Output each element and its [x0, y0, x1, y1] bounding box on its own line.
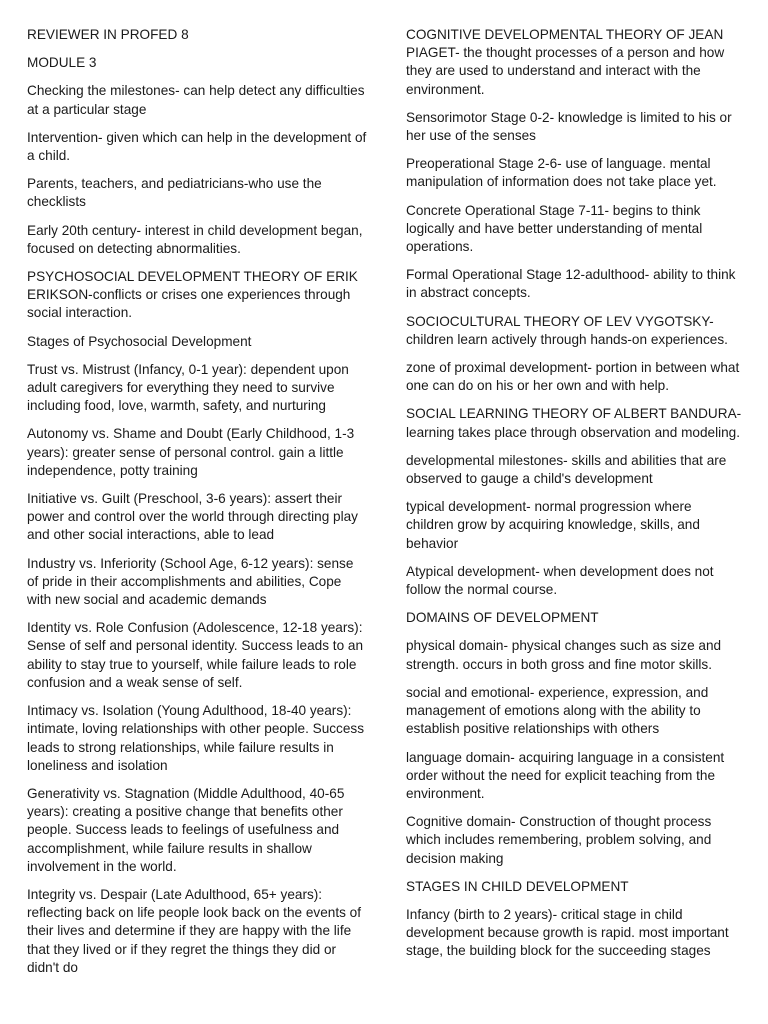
paragraph: typical development- normal progression where children grow by acquiring knowledge, skills, and behavior: [406, 499, 700, 551]
left-column: [27, 26, 367, 987]
section-heading-stages: STAGES IN CHILD DEVELOPMENT: [406, 878, 629, 894]
paragraph: Stages of Psychosocial Development: [27, 333, 252, 349]
domain-social-emotional: social and emotional- experience, expression, and management of emotions along with the ability to establish positive relationships with others: [406, 684, 709, 737]
paragraph: Intervention- given which can help in the development of a child.: [27, 129, 367, 164]
stage-trust: Trust vs. Mistrust (Infancy, 0-1 year): dependent upon adult caregivers for everything they need to survive including food, love, warmth, safety, and nurturing: [27, 361, 349, 414]
domain-cognitive: Cognitive domain- Construction of thought process which includes remembering, problem solving, and decision making: [406, 814, 712, 866]
section-heading-domains: DOMAINS OF DEVELOPMENT: [406, 610, 599, 626]
stage-concrete-operational: Concrete Operational Stage 7-11- begins to think logically and have better understanding of mental operations.: [406, 202, 703, 255]
domain-language: language domain- acquiring language in a consistent order without the need for explicit teaching from the environment.: [406, 749, 725, 801]
domain-physical: physical domain- physical changes such as size and strength. occurs in both gross and fine motor skills.: [406, 638, 722, 672]
paragraph: Atypical development- when development does not follow the normal course.: [406, 563, 714, 598]
section-heading-piaget: COGNITIVE DEVELOPMENTAL THEORY OF JEAN PIAGET- the thought processes of a person and how they are used to understand and interact with the environment.: [406, 27, 725, 97]
stage-preoperational: Preoperational Stage 2-6- use of language. mental manipulation of information does not take place yet.: [406, 156, 717, 190]
stage-autonomy: Autonomy vs. Shame and Doubt (Early Childhood, 1-3 years): greater sense of personal control. gain a little independence, potty training: [27, 426, 355, 478]
stage-generativity: Generativity vs. Stagnation (Middle Adulthood, 40-65 years): creating a positive change that benefits other people. Success leads to feelings of usefulness and accomplishment, while failure results in shallow involvement in the world.: [27, 785, 345, 874]
right-column: [406, 26, 742, 971]
paragraph: Checking the milestones- can help detect any difficulties at a particular stage: [27, 83, 365, 117]
section-heading-erikson: PSYCHOSOCIAL DEVELOPMENT THEORY OF ERIK ERIKSON-conflicts or crises one experiences through social interaction.: [27, 269, 358, 321]
module-heading: MODULE 3: [27, 55, 97, 71]
stage-infancy: Infancy (birth to 2 years)- critical stage in child development because growth is rapid. most important stage, the building block for the succeeding stages: [406, 906, 729, 959]
paragraph: Early 20th century- interest in child development began, focused on detecting abnormalities.: [27, 222, 363, 256]
stage-sensorimotor: Sensorimotor Stage 0-2- knowledge is limited to his or her use of the senses: [406, 109, 732, 144]
document-title: REVIEWER IN PROFED 8: [27, 27, 189, 42]
stage-industry: Industry vs. Inferiority (School Age, 6-12 years): sense of pride in their accomplishments and abilities, Cope with new social and academic demands: [27, 555, 354, 608]
paragraph: zone of proximal development- portion in between what one can do on his or her own and with help.: [406, 360, 740, 394]
section-heading-vygotsky: SOCIOCULTURAL THEORY OF LEV VYGOTSKY- children learn actively through hands-on experiences.: [406, 313, 728, 347]
stage-formal-operational: Formal Operational Stage 12-adulthood- ability to think in abstract concepts.: [406, 267, 736, 301]
paragraph: Parents, teachers, and pediatricians-who use the checklists: [27, 176, 322, 210]
stage-initiative: Initiative vs. Guilt (Preschool, 3-6 years): assert their power and control over the world through directing play and other social interactions, able to lead: [27, 491, 358, 543]
stage-intimacy: Intimacy vs. Isolation (Young Adulthood, 18-40 years): intimate, loving relationships with other people. Success leads to strong relationships, while failure results in loneliness and isolation: [27, 703, 365, 773]
paragraph: developmental milestones- skills and abilities that are observed to gauge a child's development: [406, 452, 727, 487]
stage-identity: Identity vs. Role Confusion (Adolescence, 12-18 years): Sense of self and personal identity. Success leads to an ability to stay true to yourself, while failure leads to role confusion and a weak sense of self.: [27, 620, 364, 690]
stage-integrity: Integrity vs. Despair (Late Adulthood, 65+ years): reflecting back on life people look back on the events of their lives and determine if they are happy with the life that they lived or if they regret the things they did or didn't do: [27, 886, 362, 975]
section-heading-bandura: SOCIAL LEARNING THEORY OF ALBERT BANDURA- learning takes place through observation and modeling.: [406, 406, 742, 440]
